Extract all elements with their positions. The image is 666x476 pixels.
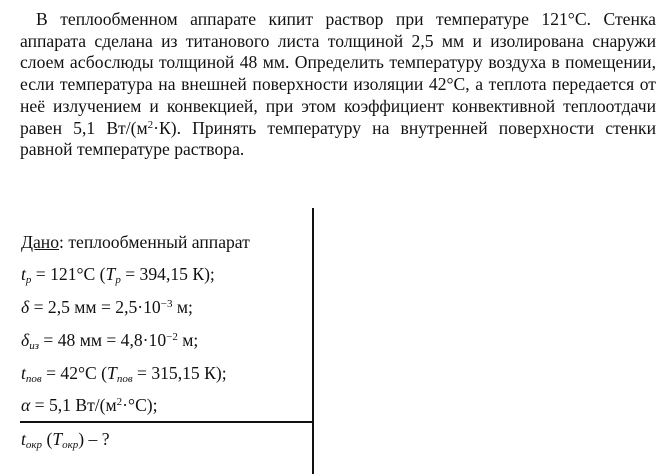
value-text: = 2,5 мм = 2,5·10 bbox=[29, 297, 161, 317]
value-text: ) – ? bbox=[78, 429, 110, 449]
problem-text-exponent: 2 bbox=[147, 118, 154, 131]
symbol-t: t bbox=[21, 264, 26, 284]
value-text: = 5,1 Вт/(м bbox=[30, 395, 117, 415]
symbol-delta: δ bbox=[21, 297, 30, 317]
find-line-ambient-temperature bbox=[21, 428, 110, 450]
subscript: пов bbox=[116, 373, 133, 385]
given-line-wall-thickness bbox=[21, 296, 193, 318]
symbol-t: t bbox=[21, 429, 26, 449]
value-text: = 315,15 К); bbox=[132, 363, 227, 383]
vertical-divider bbox=[312, 208, 314, 474]
given-line-heat-transfer-coefficient bbox=[21, 394, 158, 416]
subscript: р bbox=[115, 274, 121, 286]
symbol-t: t bbox=[21, 363, 26, 383]
given-line-surface-temperature bbox=[21, 362, 227, 384]
subscript: р bbox=[25, 274, 32, 286]
subscript: пов bbox=[25, 373, 42, 385]
problem-text-part2: ·К). Принять температуру на внутренней поверхности стенки равной температуре раствора. bbox=[20, 117, 656, 160]
symbol-delta: δ bbox=[21, 330, 30, 350]
given-line-insulation-thickness bbox=[21, 329, 198, 351]
problem-statement bbox=[20, 9, 656, 161]
value-text: = 42°С ( bbox=[41, 363, 108, 383]
horizontal-divider bbox=[20, 421, 314, 423]
given-title: Дано bbox=[21, 232, 60, 252]
given-description: : теплообменный аппарат bbox=[59, 232, 250, 252]
symbol-T: T bbox=[107, 363, 117, 383]
value-text: = 48 мм = 4,8·10 bbox=[38, 330, 167, 350]
exponent: 2 bbox=[116, 396, 123, 408]
symbol-T: T bbox=[52, 429, 63, 449]
value-text: ·°С); bbox=[122, 395, 158, 415]
value-text: ( bbox=[42, 429, 53, 449]
value-text: м; bbox=[172, 297, 193, 317]
subscript: окр bbox=[62, 439, 79, 451]
given-header bbox=[21, 231, 250, 253]
given-line-solution-temperature bbox=[21, 263, 215, 285]
symbol-alpha: α bbox=[21, 395, 31, 415]
exponent: −2 bbox=[166, 331, 178, 343]
symbol-T: T bbox=[105, 264, 116, 284]
subscript: из bbox=[29, 340, 39, 352]
value-text: = 121°С ( bbox=[31, 264, 106, 284]
value-text: = 394,15 К); bbox=[120, 264, 215, 284]
value-text: м; bbox=[177, 330, 199, 350]
subscript: окр bbox=[25, 439, 43, 451]
problem-text-part1: В теплообменном аппарате кипит раствор при температуре 121°С. Стенка аппарата сделана из титанового листа толщиной 2,5 мм и изолирована снаружи слоем асбослюды толщиной 48 мм. Определить температуру воздуха в помещении, если температура на внешней поверхности изоляции 42°С, а теплота передается от неё излучением и конвекцией, при этом коэффициент конвективной теплоотдачи равен 5,1 Вт/(м bbox=[20, 9, 656, 138]
exponent: −3 bbox=[160, 298, 173, 310]
